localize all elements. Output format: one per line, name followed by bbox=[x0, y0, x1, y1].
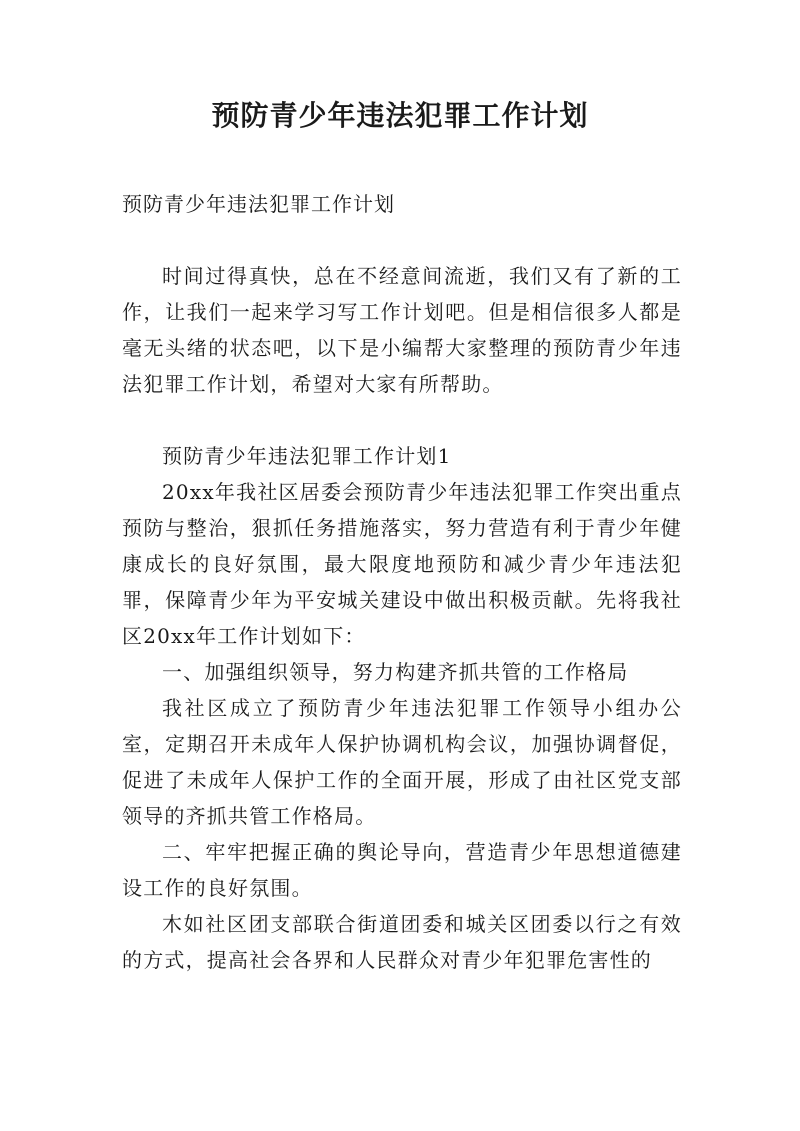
point-heading: 二、牢牢把握正确的舆论导向，营造青少年思想道德建设工作的良好氛围。 bbox=[122, 840, 682, 900]
point-heading: 一、加强组织领导，努力构建齐抓共管的工作格局 bbox=[162, 660, 629, 684]
document-body bbox=[122, 186, 682, 978]
body-paragraph: 20xx年我社区居委会预防青少年违法犯罪工作突出重点预防与整治，狠抓任务措施落实，努力营造有利于青少年健康成长的良好氛围，最大限度地预防和减少青少年违法犯罪，保障青少年为平安城关建设中做出积极贡献。先将我社区20xx年工作计划如下： bbox=[122, 480, 682, 648]
document-subtitle: 预防青少年违法犯罪工作计划 bbox=[122, 192, 395, 216]
document-title: 预防青少年违法犯罪工作计划 bbox=[211, 99, 589, 132]
section-heading: 预防青少年违法犯罪工作计划1 bbox=[162, 444, 452, 468]
body-paragraph: 木如社区团支部联合街道团委和城关区团委以行之有效的方式，提高社会各界和人民群众对青少年犯罪危害性的 bbox=[122, 912, 682, 972]
body-paragraph: 我社区成立了预防青少年违法犯罪工作领导小组办公室，定期召开未成年人保护协调机构会议，加强协调督促，促进了未成年人保护工作的全面开展，形成了由社区党支部领导的齐抓共管工作格局。 bbox=[122, 696, 682, 828]
intro-paragraph: 时间过得真快，总在不经意间流逝，我们又有了新的工作，让我们一起来学习写工作计划吧。但是相信很多人都是毫无头绪的状态吧，以下是小编帮大家整理的预防青少年违法犯罪工作计划，希望对大家有所帮助。 bbox=[122, 264, 682, 396]
